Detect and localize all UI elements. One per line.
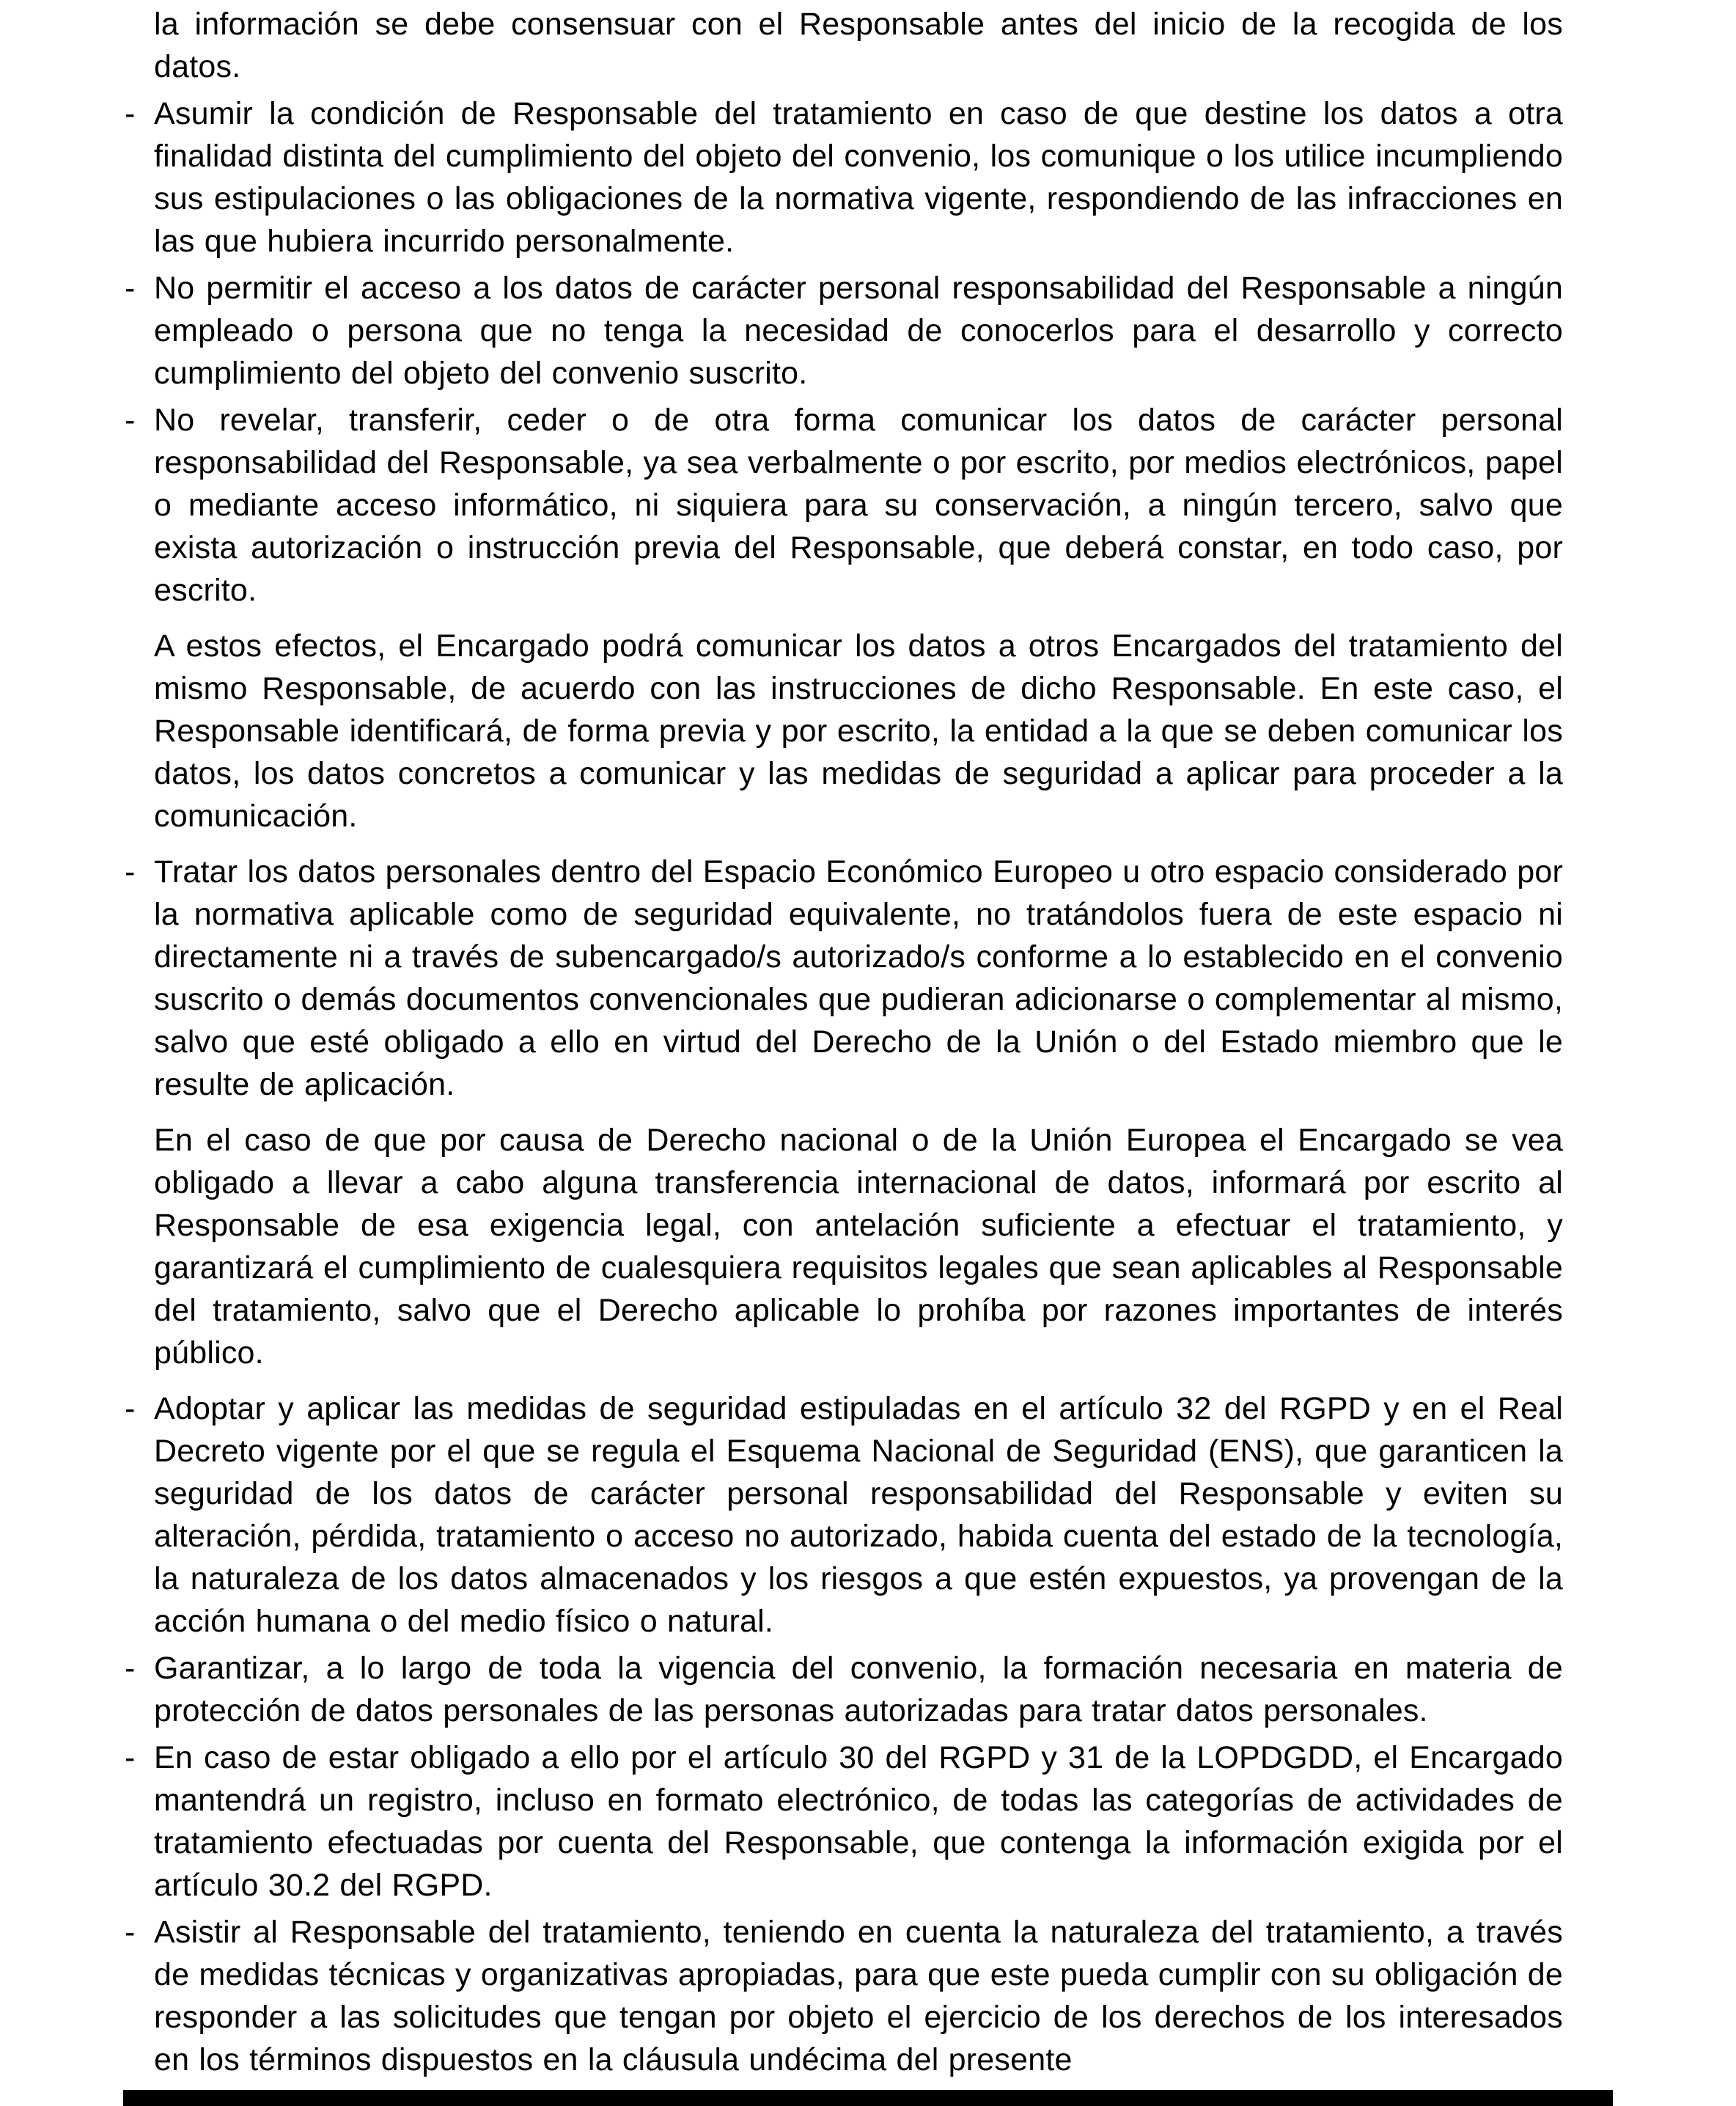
list-item (125, 92, 1563, 263)
list-item (125, 399, 1563, 612)
list-item (125, 267, 1563, 395)
paragraph (154, 1119, 1563, 1374)
list-item (125, 851, 1563, 1106)
block-text: Asistir al Responsable del tratamiento, teniendo en cuenta la naturaleza del tratamiento, a través de medidas técnicas y organizativas apropiadas, para que este pueda cumplir con su obligación de responder a las solicitudes que tengan por objeto el ejercicio de los derechos de los interesados en los términos dispuestos en la cláusula undécima del presente (154, 1915, 1563, 2077)
document-content (125, 3, 1563, 2085)
paragraph (154, 3, 1563, 88)
block-text: En el caso de que por causa de Derecho nacional o de la Unión Europea el Encargado se vea obligado a llevar a cabo alguna transferencia internacional de datos, informará por escrito al Responsable de esa exigencia legal, con antelación suficiente a efectuar el tratamiento, y garantizará el cumplimiento de cualesquiera requisitos legales que sean aplicables al Responsable del tratamiento, salvo que el Derecho aplicable lo prohíba por razones importantes de interés público. (154, 1123, 1563, 1371)
block-text: No revelar, transferir, ceder o de otra forma comunicar los datos de carácter personal responsabilidad del Responsable, ya sea verbalmente o por escrito, por medios electrónicos, papel o mediante acceso informático, ni siquiera para su conservación, a ningún tercero, salvo que exista autorización o instrucción previa del Responsable, que deberá constar, en todo caso, por escrito. (154, 403, 1563, 608)
paragraph (154, 625, 1563, 837)
dash-bullet: - (125, 403, 136, 438)
dash-bullet: - (125, 96, 136, 131)
dash-bullet: - (125, 1651, 136, 1686)
block-text: la información se debe consensuar con el Responsable antes del inicio de la recogida de los datos. (154, 7, 1563, 84)
list-item (125, 1387, 1563, 1643)
dash-bullet: - (125, 1740, 136, 1775)
block-text: A estos efectos, el Encargado podrá comunicar los datos a otros Encargados del tratamiento del mismo Responsable, de acuerdo con las instrucciones de dicho Responsable. En este caso, el Responsable identificará, de forma previa y por escrito, la entidad a la que se deben comunicar los datos, los datos concretos a comunicar y las medidas de seguridad a aplicar para proceder a la comunicación. (154, 628, 1563, 834)
block-text: Asumir la condición de Responsable del tratamiento en caso de que destine los datos a otra finalidad distinta del cumplimiento del objeto del convenio, los comunique o los utilice incumpliendo sus estipulaciones o las obligaciones de la normativa vigente, respondiendo de las infracciones en las que hubiera incurrido personalmente. (154, 96, 1563, 259)
block-text: No permitir el acceso a los datos de carácter personal responsabilidad del Responsable a ningún empleado o persona que no tenga la necesidad de conocerlos para el desarrollo y correcto cumplimiento del objeto del convenio suscrito. (154, 271, 1563, 391)
block-text: Adoptar y aplicar las medidas de seguridad estipuladas en el artículo 32 del RGPD y en el Real Decreto vigente por el que se regula el Esquema Nacional de Seguridad (ENS), que garanticen la seguridad de los datos de carácter personal responsabilidad del Responsable y eviten su alteración, pérdida, tratamiento o acceso no autorizado, habida cuenta del estado de la tecnología, la naturaleza de los datos almacenados y los riesgos a que estén expuestos, ya provengan de la acción humana o del medio físico o natural. (154, 1391, 1563, 1639)
list-item (125, 1911, 1563, 2081)
dash-bullet: - (125, 1391, 136, 1426)
dash-bullet: - (125, 1915, 136, 1950)
dash-bullet: - (125, 271, 136, 306)
dash-bullet: - (125, 854, 136, 889)
block-text: En caso de estar obligado a ello por el artículo 30 del RGPD y 31 de la LOPDGDD, el Encargado mantendrá un registro, incluso en formato electrónico, de todas las categorías de actividades de tratamiento efectuadas por cuenta del Responsable, que contenga la información exigida por el artículo 30.2 del RGPD. (154, 1740, 1563, 1903)
list-item (125, 1647, 1563, 1732)
block-text: Garantizar, a lo largo de toda la vigencia del convenio, la formación necesaria en materia de protección de datos personales de las personas autorizadas para tratar datos personales. (154, 1651, 1563, 1728)
bottom-black-bar (123, 2090, 1613, 2106)
list-item (125, 1736, 1563, 1907)
block-text: Tratar los datos personales dentro del Espacio Económico Europeo u otro espacio considerado por la normativa aplicable como de seguridad equivalente, no tratándolos fuera de este espacio ni directamente ni a través de subencargado/s autorizado/s conforme a lo establecido en el convenio suscrito o demás documentos convencionales que pudieran adicionarse o complementar al mismo, salvo que esté obligado a ello en virtud del Derecho de la Unión o del Estado miembro que le resulte de aplicación. (154, 854, 1563, 1102)
